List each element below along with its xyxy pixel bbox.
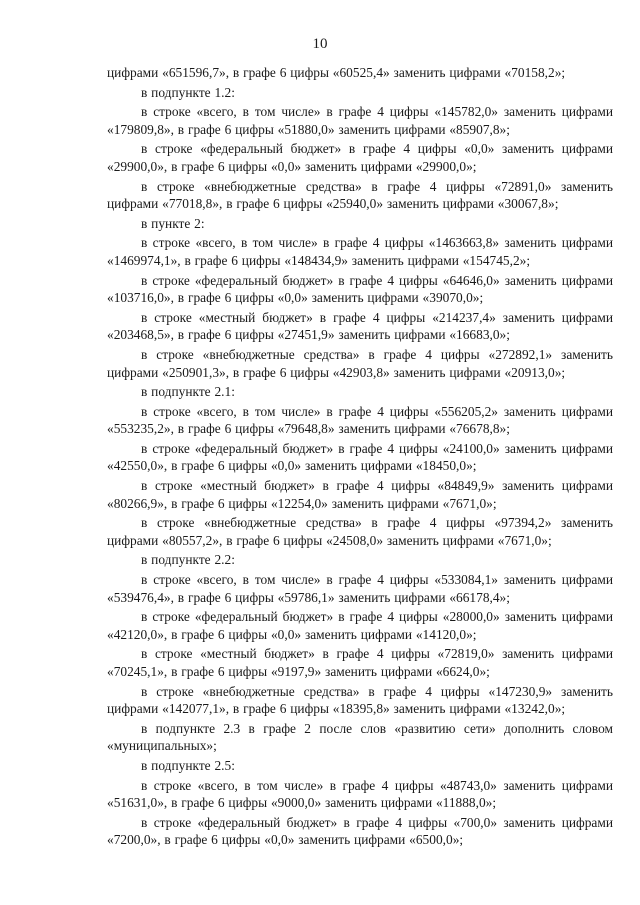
paragraph: в подпункте 2.2: bbox=[141, 552, 235, 568]
paragraph: в строке «федеральный бюджет» в графе 4 цифры «28000,0» заменить цифрами «42120,0», в графе 6 цифры «0,0» заменить цифрами «14120,0»; bbox=[107, 609, 613, 642]
paragraph: в строке «федеральный бюджет» в графе 4 цифры «24100,0» заменить цифрами «42550,0», в графе 6 цифры «0,0» заменить цифрами «18450,0»; bbox=[107, 440, 613, 474]
paragraph: в строке «всего, в том числе» в графе 4 цифры «1463663,8» заменить цифрами «1469974,1», в графе 6 цифры «148434,9» заменить цифрами «154745,2»; bbox=[107, 235, 613, 268]
paragraph: в строке «местный бюджет» в графе 4 цифры «84849,9» заменить цифрами «80266,9», в графе 6 цифры «12254,0» заменить цифрами «7671,0»; bbox=[107, 478, 613, 511]
paragraph: в строке «всего, в том числе» в графе 4 цифры «533084,1» заменить цифрами «539476,4», в графе 6 цифры «59786,1» заменить цифрами «66178,4»; bbox=[107, 572, 613, 605]
document-body bbox=[107, 64, 613, 849]
page-number: 10 bbox=[312, 36, 328, 52]
paragraph: в строке «всего, в том числе» в графе 4 цифры «556205,2» заменить цифрами «553235,2», в графе 6 цифры «79648,8» заменить цифрами «76678,8»; bbox=[107, 403, 613, 437]
paragraph: в строке «всего, в том числе» в графе 4 цифры «48743,0» заменить цифрами «51631,0», в графе 6 цифры «9000,0» заменить цифрами «11888,0»; bbox=[107, 777, 613, 811]
paragraph: в строке «внебюджетные средства» в графе 4 цифры «272892,1» заменить цифрами «250901,3», в графе 6 цифры «42903,8» заменить цифрами «20913,0»; bbox=[107, 346, 613, 380]
paragraph: в пункте 2: bbox=[141, 215, 205, 231]
paragraph: в строке «федеральный бюджет» в графе 4 цифры «0,0» заменить цифрами «29900,0», в графе 6 цифры «0,0» заменить цифрами «29900,0»; bbox=[107, 141, 613, 174]
paragraph: в строке «всего, в том числе» в графе 4 цифры «145782,0» заменить цифрами «179809,8», в графе 6 цифры «51880,0» заменить цифрами «85907,8»; bbox=[107, 104, 613, 137]
paragraph: в строке «внебюджетные средства» в графе 4 цифры «147230,9» заменить цифрами «142077,1», в графе 6 цифры «18395,8» заменить цифрами «13242,0»; bbox=[107, 683, 613, 717]
paragraph: в строке «местный бюджет» в графе 4 цифры «214237,4» заменить цифрами «203468,5», в графе 6 цифры «27451,9» заменить цифрами «16683,0»; bbox=[107, 309, 613, 343]
paragraph: в подпункте 2.1: bbox=[141, 384, 235, 400]
paragraph: в строке «внебюджетные средства» в графе 4 цифры «97394,2» заменить цифрами «80557,2», в графе 6 цифры «24508,0» заменить цифрами «7671,0»; bbox=[107, 515, 613, 548]
paragraph: в строке «федеральный бюджет» в графе 4 цифры «64646,0» заменить цифрами «103716,0», в графе 6 цифры «0,0» заменить цифрами «39070,0»; bbox=[107, 272, 613, 306]
paragraph: цифрами «651596,7», в графе 6 цифры «60525,4» заменить цифрами «70158,2»; bbox=[107, 65, 566, 80]
paragraph: в строке «местный бюджет» в графе 4 цифры «72819,0» заменить цифрами «70245,1», в графе 6 цифры «9197,9» заменить цифрами «6624,0»; bbox=[107, 646, 613, 679]
paragraph: в подпункте 1.2: bbox=[141, 84, 235, 100]
paragraph: в подпункте 2.3 в графе 2 после слов «развитию сети» дополнить словом «муниципальных»; bbox=[107, 720, 613, 754]
paragraph: в подпункте 2.5: bbox=[141, 757, 235, 773]
paragraph: в строке «федеральный бюджет» в графе 4 цифры «700,0» заменить цифрами «7200,0», в графе 6 цифры «0,0» заменить цифрами «6500,0»; bbox=[107, 814, 613, 848]
paragraph: в строке «внебюджетные средства» в графе 4 цифры «72891,0» заменить цифрами «77018,8», в графе 6 цифры «25940,0» заменить цифрами «30067,8»; bbox=[107, 178, 613, 212]
